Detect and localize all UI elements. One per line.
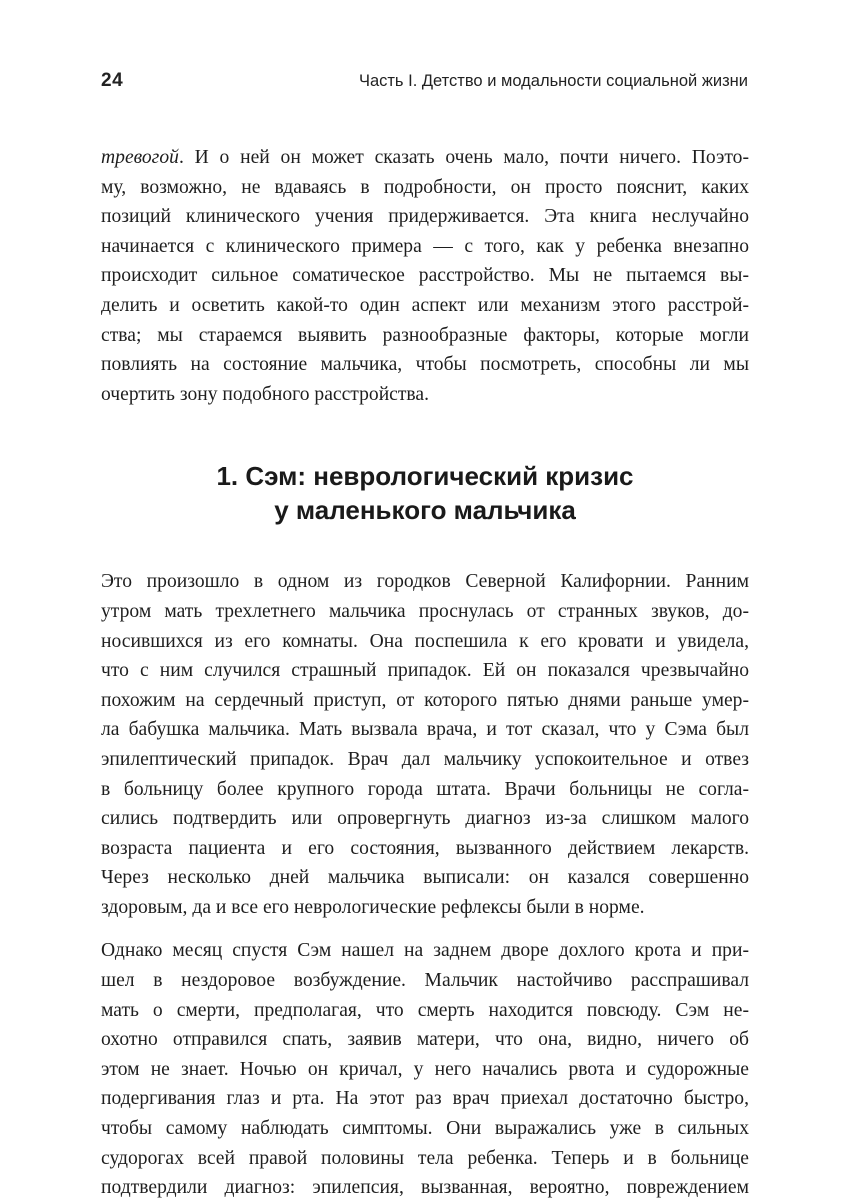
text-line: носившихся из его комнаты. Она поспешила к его кровати и увидела,: [101, 630, 749, 652]
text-line: в больницу более крупного города штата. Врачи больницы не согла-: [101, 778, 749, 800]
text-line: эпилептический припадок. Врач дал мальчику успокоительное и отвез: [101, 748, 749, 770]
text-line: очертить зону подобного расстройства.: [101, 383, 430, 405]
section-heading-line: 1. Сэм: неврологический кризис: [216, 461, 634, 492]
section-heading-line: у маленького мальчика: [274, 495, 576, 526]
text-line: Это произошло в одном из городков Северной Калифорнии. Ранним: [101, 571, 749, 593]
text-line: сились подтвердить или опровергнуть диагноз из-за слишком малого: [101, 808, 749, 830]
text-line: начинается с клинического примера — с того, как у ребенка внезапно: [101, 235, 749, 257]
text-line: этом не знает. Ночью он кричал, у него начались рвота и судорожные: [101, 1058, 749, 1080]
text-line: му, возможно, не вдаваясь в подробности, он просто пояснит, каких: [101, 176, 749, 198]
text-line: происходит сильное соматическое расстройство. Мы не пытаемся вы-: [101, 265, 749, 287]
running-title: Часть I. Детство и модальности социальной жизни: [358, 72, 748, 90]
intro-paragraph: [101, 143, 749, 409]
page-number: 24: [101, 70, 124, 91]
text-line: судорогах всей правой половины тела ребенка. Теперь и в больнице: [101, 1147, 749, 1169]
text-line: что с ним случился страшный припадок. Ей он показался чрезвычайно: [101, 660, 749, 682]
text-line: Через несколько дней мальчика выписали: он казался совершенно: [101, 867, 749, 889]
text-line: охотно отправился спать, заявив матери, что она, видно, ничего об: [101, 1029, 749, 1051]
text-line: похожим на сердечный приступ, от которого пятью днями раньше умер-: [101, 689, 749, 711]
text-line: возраста пациента и его состояния, вызванного действием лекарств.: [101, 837, 749, 859]
text-line: делить и осветить какой-то один аспект или механизм этого расстрой-: [101, 294, 749, 316]
running-head: [101, 70, 748, 100]
body-text: [101, 143, 749, 1203]
paragraph-gap: [101, 922, 749, 936]
italic-word: тревогой: [101, 147, 179, 168]
text-line: ства; мы стараемся выявить разнообразные факторы, которые могли: [101, 324, 749, 346]
text-line: чтобы самому наблюдать симптомы. Они выражались уже в сильных: [101, 1118, 749, 1140]
text-line: позиций клинического учения придерживается. Эта книга неслучайно: [101, 206, 749, 228]
paragraph-2: [101, 936, 749, 1202]
paragraph-1: [101, 567, 749, 922]
text-line: повлиять на состояние мальчика, чтобы посмотреть, способны ли мы: [101, 354, 749, 376]
text-line: тревогой. И о ней он может сказать очень мало, почти ничего. Поэто-: [101, 147, 749, 168]
text-line: утром мать трехлетнего мальчика проснулась от странных звуков, до-: [101, 600, 749, 622]
text-line: подтвердили диагноз: эпилепсия, вызванная, вероятно, повреждением: [101, 1177, 749, 1199]
text-line: подергивания глаз и рта. На этот раз врач приехал достаточно быстро,: [101, 1088, 749, 1110]
section-heading: [101, 459, 749, 527]
text-line: Однако месяц спустя Сэм нашел на заднем дворе дохлого крота и при-: [101, 940, 749, 962]
text-line: здоровым, да и все его неврологические рефлексы были в норме.: [101, 896, 645, 918]
text-line: мать о смерти, предполагая, что смерть находится повсюду. Сэм не-: [101, 999, 749, 1021]
text-line: шел в нездоровое возбуждение. Мальчик настойчиво расспрашивал: [101, 970, 749, 992]
text-line: ла бабушка мальчика. Мать вызвала врача, и тот сказал, что у Сэма был: [101, 719, 749, 741]
